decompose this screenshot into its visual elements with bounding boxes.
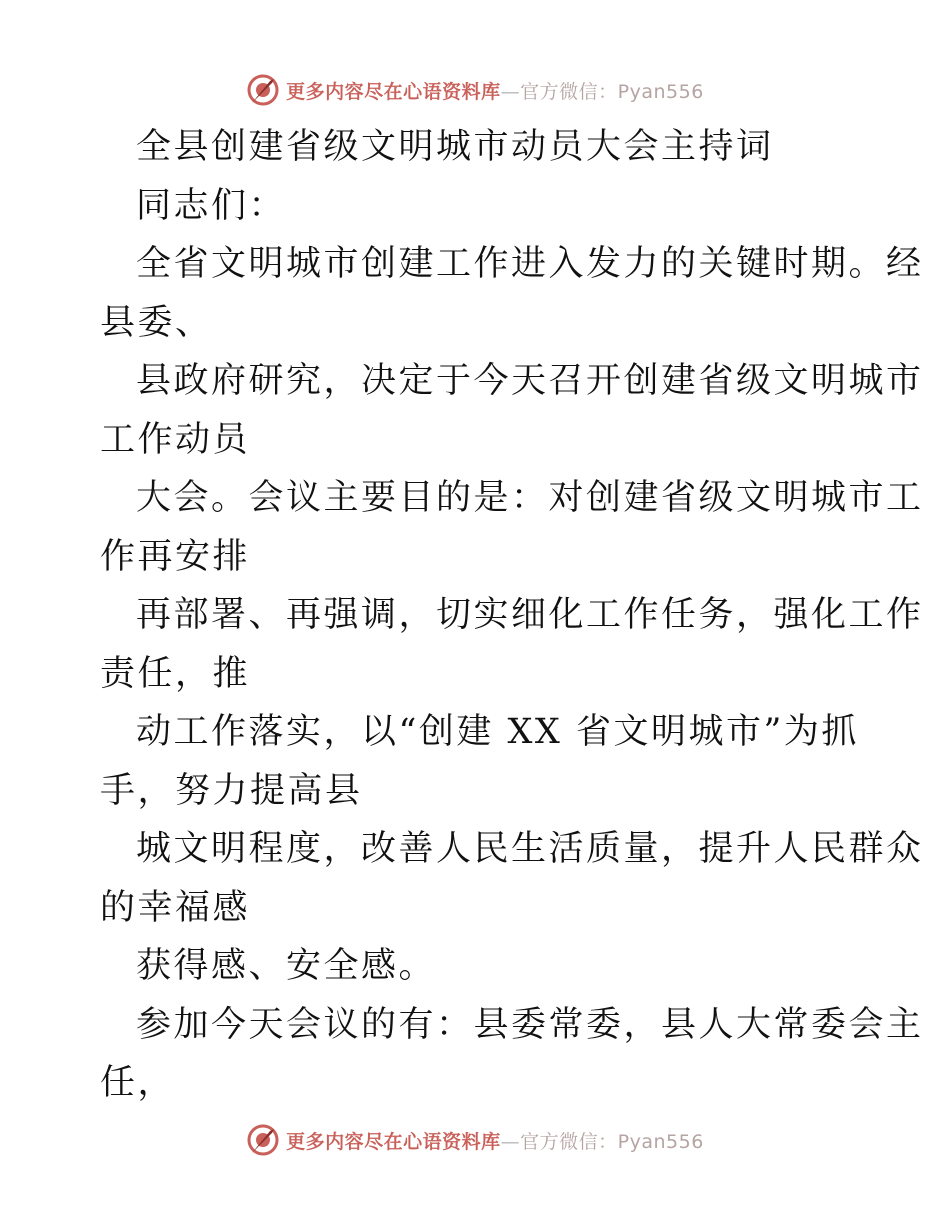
paragraph-line: 手，努力提高县 xyxy=(100,770,363,811)
salutation: 同志们： xyxy=(136,185,287,226)
paragraph-line: 再部署、再强调，切实细化工作任务，强化工作 xyxy=(136,595,924,635)
paragraph-line: 的幸福感 xyxy=(100,887,251,928)
banner-dash: — xyxy=(500,1130,521,1153)
quill-pen-logo-icon xyxy=(246,1123,280,1157)
paragraph-line: 城文明程度，改善人民生活质量，提升人民群众 xyxy=(136,829,924,869)
banner-main-text: 更多内容尽在心语资料库 xyxy=(286,1130,501,1153)
banner-wechat-text: 官方微信：Pyan556 xyxy=(520,1130,704,1153)
paragraph-line: 县委、 xyxy=(100,302,213,343)
paragraph-line: 责任，推 xyxy=(100,653,251,694)
document-body xyxy=(100,118,924,1113)
paragraph-line: 作再安排 xyxy=(100,536,251,577)
paragraph-line: 获得感、安全感。 xyxy=(136,946,437,986)
paragraph-line: 县政府研究，决定于今天召开创建省级文明城市 xyxy=(136,361,924,401)
paragraph-line: 任， xyxy=(100,1063,176,1103)
paragraph-line: 全省文明城市创建工作进入发力的关键时期。经 xyxy=(136,244,924,284)
paragraph-line: 参加今天会议的有：县委常委，县人大常委会主 xyxy=(136,1004,924,1045)
footer-banner xyxy=(0,1120,950,1160)
banner-main-text: 更多内容尽在心语资料库 xyxy=(286,80,501,103)
banner-dash: — xyxy=(500,80,521,103)
banner-text xyxy=(286,1127,704,1154)
paragraph-line: 动工作落实，以“创建 XX 省文明城市”为抓 xyxy=(136,712,859,752)
quill-pen-logo-icon xyxy=(246,73,280,107)
banner-text xyxy=(286,77,704,104)
paragraph-line: 大会。会议主要目的是：对创建省级文明城市工 xyxy=(136,478,924,518)
header-banner xyxy=(0,70,950,110)
banner-wechat-text: 官方微信：Pyan556 xyxy=(520,80,704,103)
paragraph-line: 工作动员 xyxy=(100,419,251,460)
document-title: 全县创建省级文明城市动员大会主持词 xyxy=(136,127,774,167)
